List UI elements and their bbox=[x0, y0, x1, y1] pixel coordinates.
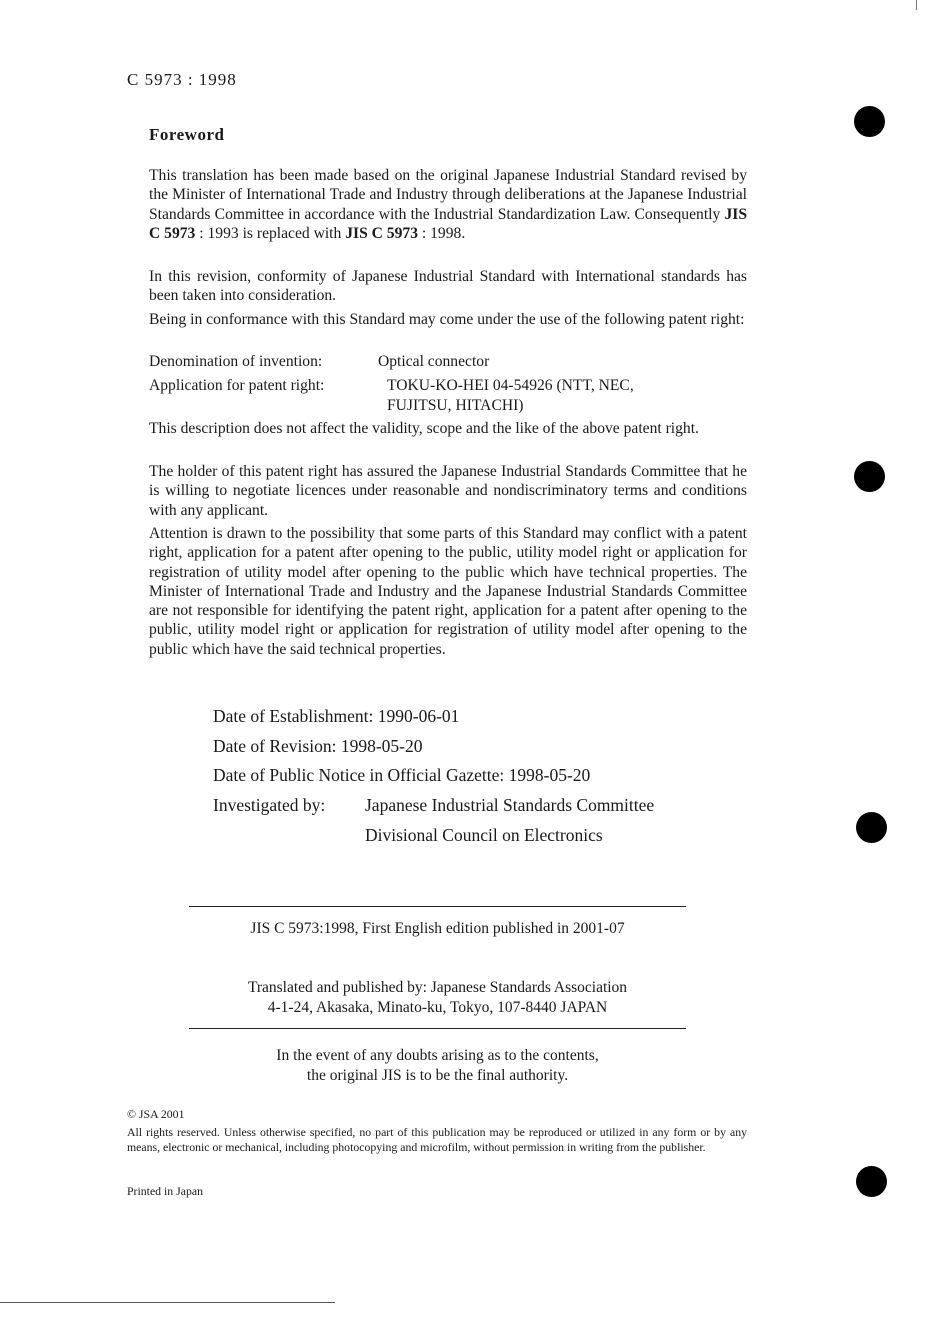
date-establishment: Date of Establishment: 1990-06-01 bbox=[213, 706, 460, 726]
binder-hole-4 bbox=[856, 1166, 887, 1197]
edition-line: JIS C 5973:1998, First English edition published in 2001-07 bbox=[250, 920, 625, 937]
date-revision: Date of Revision: 1998-05-20 bbox=[213, 736, 423, 756]
authority-line-2: the original JIS is to be the final authority. bbox=[306, 1067, 569, 1084]
rights-statement: All rights reserved. Unless otherwise specified, no part of this publication may be reproduced or utilized in any form or by any means, electronic or mechanical, including photocopying and microfilm, without permission in writing from the publisher. bbox=[127, 1125, 747, 1154]
divider-top bbox=[189, 906, 686, 907]
p1-text-c: : 1993 is replaced with bbox=[195, 224, 346, 242]
paragraph-patent-intro: Being in conformance with this Standard may come under the use of the following patent right: bbox=[149, 311, 745, 328]
binder-hole-1 bbox=[854, 106, 885, 137]
binder-hole-3 bbox=[856, 812, 887, 843]
p1-text-e: : 1998. bbox=[418, 224, 466, 242]
application-value-2: FUJITSU, HITACHI) bbox=[387, 397, 524, 414]
invention-label: Denomination of invention: bbox=[149, 353, 323, 370]
paragraph-conformity: In this revision, conformity of Japanese Industrial Standard with International standards has been taken into consideration. bbox=[149, 268, 747, 305]
investigated-by-row bbox=[213, 795, 655, 816]
publisher-line-1: Translated and published by: Japanese Standards Association bbox=[247, 979, 628, 996]
application-label: Application for patent right: bbox=[149, 377, 325, 394]
binder-hole-2 bbox=[854, 461, 885, 492]
invention-row bbox=[149, 352, 490, 371]
date-public-notice: Date of Public Notice in Official Gazette: 1998-05-20 bbox=[213, 765, 591, 785]
scan-mark-top bbox=[916, 0, 917, 10]
p1-standard-ref-2: JIS C 5973 bbox=[345, 224, 418, 242]
paragraph-validity: This description does not affect the validity, scope and the like of the above patent right. bbox=[149, 420, 699, 437]
divider-bottom bbox=[189, 1028, 686, 1029]
printed-in: Printed in Japan bbox=[127, 1184, 204, 1198]
investigated-value-1: Japanese Industrial Standards Committee bbox=[365, 795, 655, 815]
copyright-notice: © JSA 2001 bbox=[127, 1107, 185, 1121]
p1-standard-ref-1: JIS C 5973 bbox=[149, 205, 747, 242]
application-value-1: TOKU-KO-HEI 04-54926 (NTT, NEC, bbox=[387, 377, 634, 394]
authority-line-1: In the event of any doubts arising as to the contents, bbox=[276, 1047, 599, 1064]
document-header: C 5973 : 1998 bbox=[127, 70, 237, 89]
p1-text-a: This translation has been made based on the original Japanese Industrial Standard revised by the Minister of International Trade and Industry through deliberations at the Japanese Industrial Standards Committee in accordance with the Industrial Standardization Law. Consequently bbox=[149, 167, 747, 223]
paragraph-patent-holder: The holder of this patent right has assured the Japanese Industrial Standards Committee that he is willing to negotiate licences under reasonable and nondiscriminatory terms and conditions with any applicant. bbox=[149, 463, 747, 519]
publisher-line-2: 4-1-24, Akasaka, Minato-ku, Tokyo, 107-8440 JAPAN bbox=[267, 999, 608, 1016]
scan-mark-bottom bbox=[0, 1302, 335, 1303]
paragraph-translation-basis bbox=[149, 166, 747, 243]
paragraph-attention: Attention is drawn to the possibility that some parts of this Standard may conflict with a patent right, application for a patent after opening to the public, utility model right or application for registration of utility model after opening to the public which have technical properties. The Minister of International Trade and Industry and the Japanese Industrial Standards Committee are not responsible for identifying the patent right, application for a patent after opening to the public, utility model right or application for registration of utility model after opening to the public which have the said technical properties. bbox=[149, 525, 747, 658]
investigated-label: Investigated by: bbox=[213, 795, 326, 815]
application-row bbox=[149, 376, 634, 395]
invention-value: Optical connector bbox=[378, 353, 490, 370]
investigated-value-2: Divisional Council on Electronics bbox=[365, 825, 603, 845]
foreword-heading: Foreword bbox=[149, 125, 225, 144]
